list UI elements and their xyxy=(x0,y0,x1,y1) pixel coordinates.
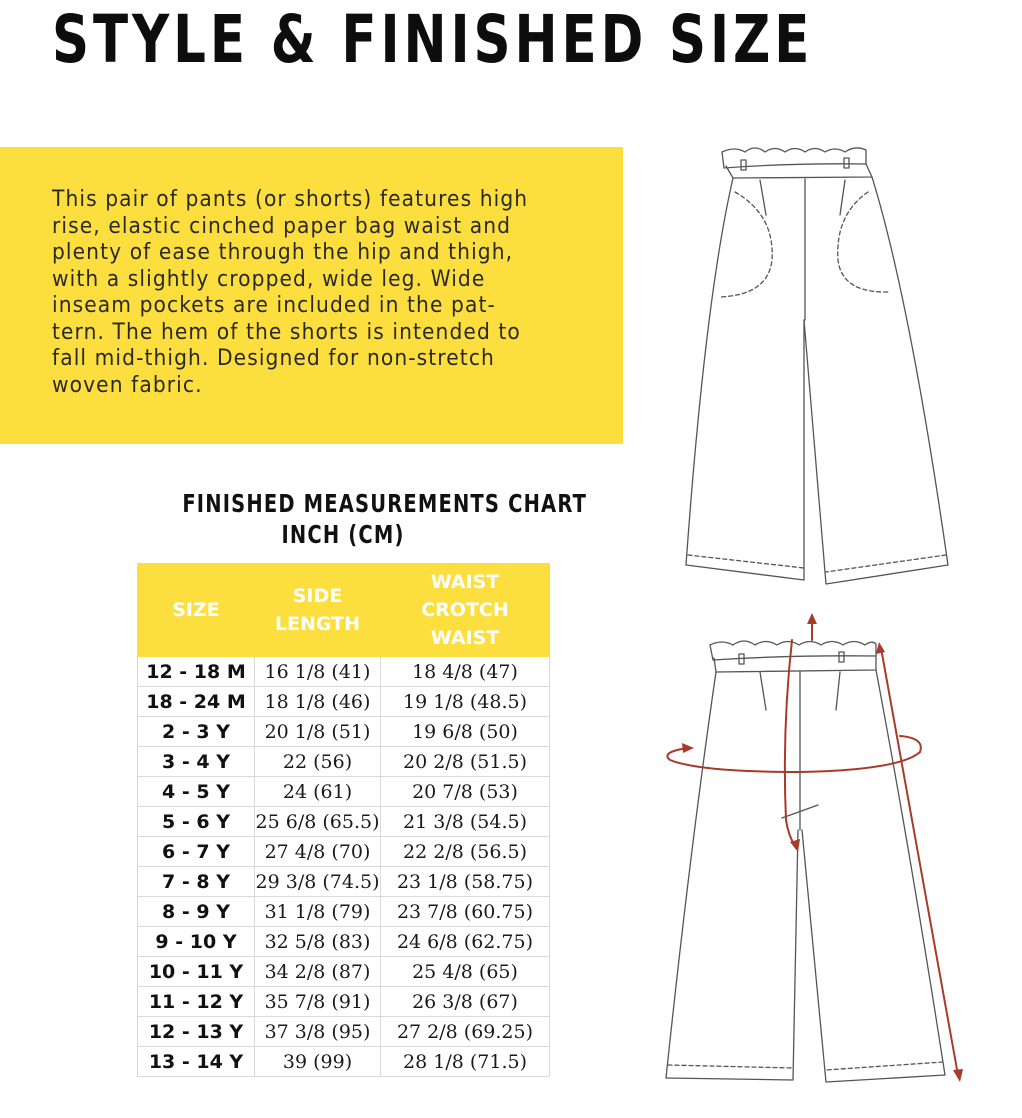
chart-heading xyxy=(137,488,588,550)
page-title: STYLE & FINISHED SIZE xyxy=(52,1,814,78)
table-row xyxy=(138,777,550,807)
waist-cell: 25 4/8 (65) xyxy=(381,957,550,987)
side-length-cell: 27 4/8 (70) xyxy=(255,837,381,867)
side-length-cell: 16 1/8 (41) xyxy=(255,657,381,687)
header-waist: WAIST CROTCH WAIST xyxy=(381,564,550,657)
size-cell: 7 - 8 Y xyxy=(138,867,255,897)
chart-heading-title: FINISHED MEASUREMENTS CHART xyxy=(182,489,588,518)
side-length-cell: 18 1/8 (46) xyxy=(255,687,381,717)
waist-cell: 27 2/8 (69.25) xyxy=(381,1017,550,1047)
size-cell: 8 - 9 Y xyxy=(138,897,255,927)
size-cell: 12 - 18 M xyxy=(138,657,255,687)
waist-cell: 20 7/8 (53) xyxy=(381,777,550,807)
table-row xyxy=(138,927,550,957)
header-size: SIZE xyxy=(138,564,255,657)
table-row xyxy=(138,747,550,777)
table-header-row xyxy=(138,564,550,657)
size-cell: 9 - 10 Y xyxy=(138,927,255,957)
size-cell: 4 - 5 Y xyxy=(138,777,255,807)
size-cell: 3 - 4 Y xyxy=(138,747,255,777)
chart-heading-units: INCH (CM) xyxy=(281,520,405,549)
description-text: This pair of pants (or shorts) features high rise, elastic cinched paper bag waist and plenty of ease through the hip and thigh, with a slightly cropped, wide leg. Wide inseam pockets are included in the pat-tern. The hem of the shorts is intended to fall mid-thigh. Designed for non-stretch woven fabric. xyxy=(52,186,529,398)
waist-cell: 19 1/8 (48.5) xyxy=(381,687,550,717)
size-cell: 2 - 3 Y xyxy=(138,717,255,747)
table-row xyxy=(138,1017,550,1047)
side-length-cell: 31 1/8 (79) xyxy=(255,897,381,927)
table-row xyxy=(138,897,550,927)
header-side-length: SIDE LENGTH xyxy=(255,564,381,657)
waist-cell: 24 6/8 (62.75) xyxy=(381,927,550,957)
side-length-cell: 35 7/8 (91) xyxy=(255,987,381,1017)
waist-cell: 23 7/8 (60.75) xyxy=(381,897,550,927)
size-cell: 5 - 6 Y xyxy=(138,807,255,837)
table-row xyxy=(138,717,550,747)
waist-cell: 19 6/8 (50) xyxy=(381,717,550,747)
side-length-cell: 39 (99) xyxy=(255,1047,381,1077)
table-row xyxy=(138,1047,550,1077)
table-row xyxy=(138,807,550,837)
size-cell: 10 - 11 Y xyxy=(138,957,255,987)
side-length-cell: 34 2/8 (87) xyxy=(255,957,381,987)
table-row xyxy=(138,957,550,987)
side-length-cell: 37 3/8 (95) xyxy=(255,1017,381,1047)
waist-cell: 26 3/8 (67) xyxy=(381,987,550,1017)
waist-cell: 23 1/8 (58.75) xyxy=(381,867,550,897)
side-length-cell: 20 1/8 (51) xyxy=(255,717,381,747)
size-cell: 12 - 13 Y xyxy=(138,1017,255,1047)
waist-cell: 18 4/8 (47) xyxy=(381,657,550,687)
waist-cell: 28 1/8 (71.5) xyxy=(381,1047,550,1077)
waist-cell: 22 2/8 (56.5) xyxy=(381,837,550,867)
table-row xyxy=(138,657,550,687)
table-row xyxy=(138,867,550,897)
waist-cell: 21 3/8 (54.5) xyxy=(381,807,550,837)
measurements-table xyxy=(137,563,550,1077)
table-row xyxy=(138,687,550,717)
table-body xyxy=(138,657,550,1077)
side-length-cell: 25 6/8 (65.5) xyxy=(255,807,381,837)
size-cell: 18 - 24 M xyxy=(138,687,255,717)
pants-measurement-diagram-icon xyxy=(666,613,963,1082)
table-row xyxy=(138,837,550,867)
pants-sketch-icon xyxy=(686,148,948,584)
waist-cell: 20 2/8 (51.5) xyxy=(381,747,550,777)
size-cell: 6 - 7 Y xyxy=(138,837,255,867)
size-cell: 11 - 12 Y xyxy=(138,987,255,1017)
side-length-cell: 29 3/8 (74.5) xyxy=(255,867,381,897)
table-row xyxy=(138,987,550,1017)
side-length-cell: 22 (56) xyxy=(255,747,381,777)
side-length-cell: 24 (61) xyxy=(255,777,381,807)
size-cell: 13 - 14 Y xyxy=(138,1047,255,1077)
side-length-cell: 32 5/8 (83) xyxy=(255,927,381,957)
